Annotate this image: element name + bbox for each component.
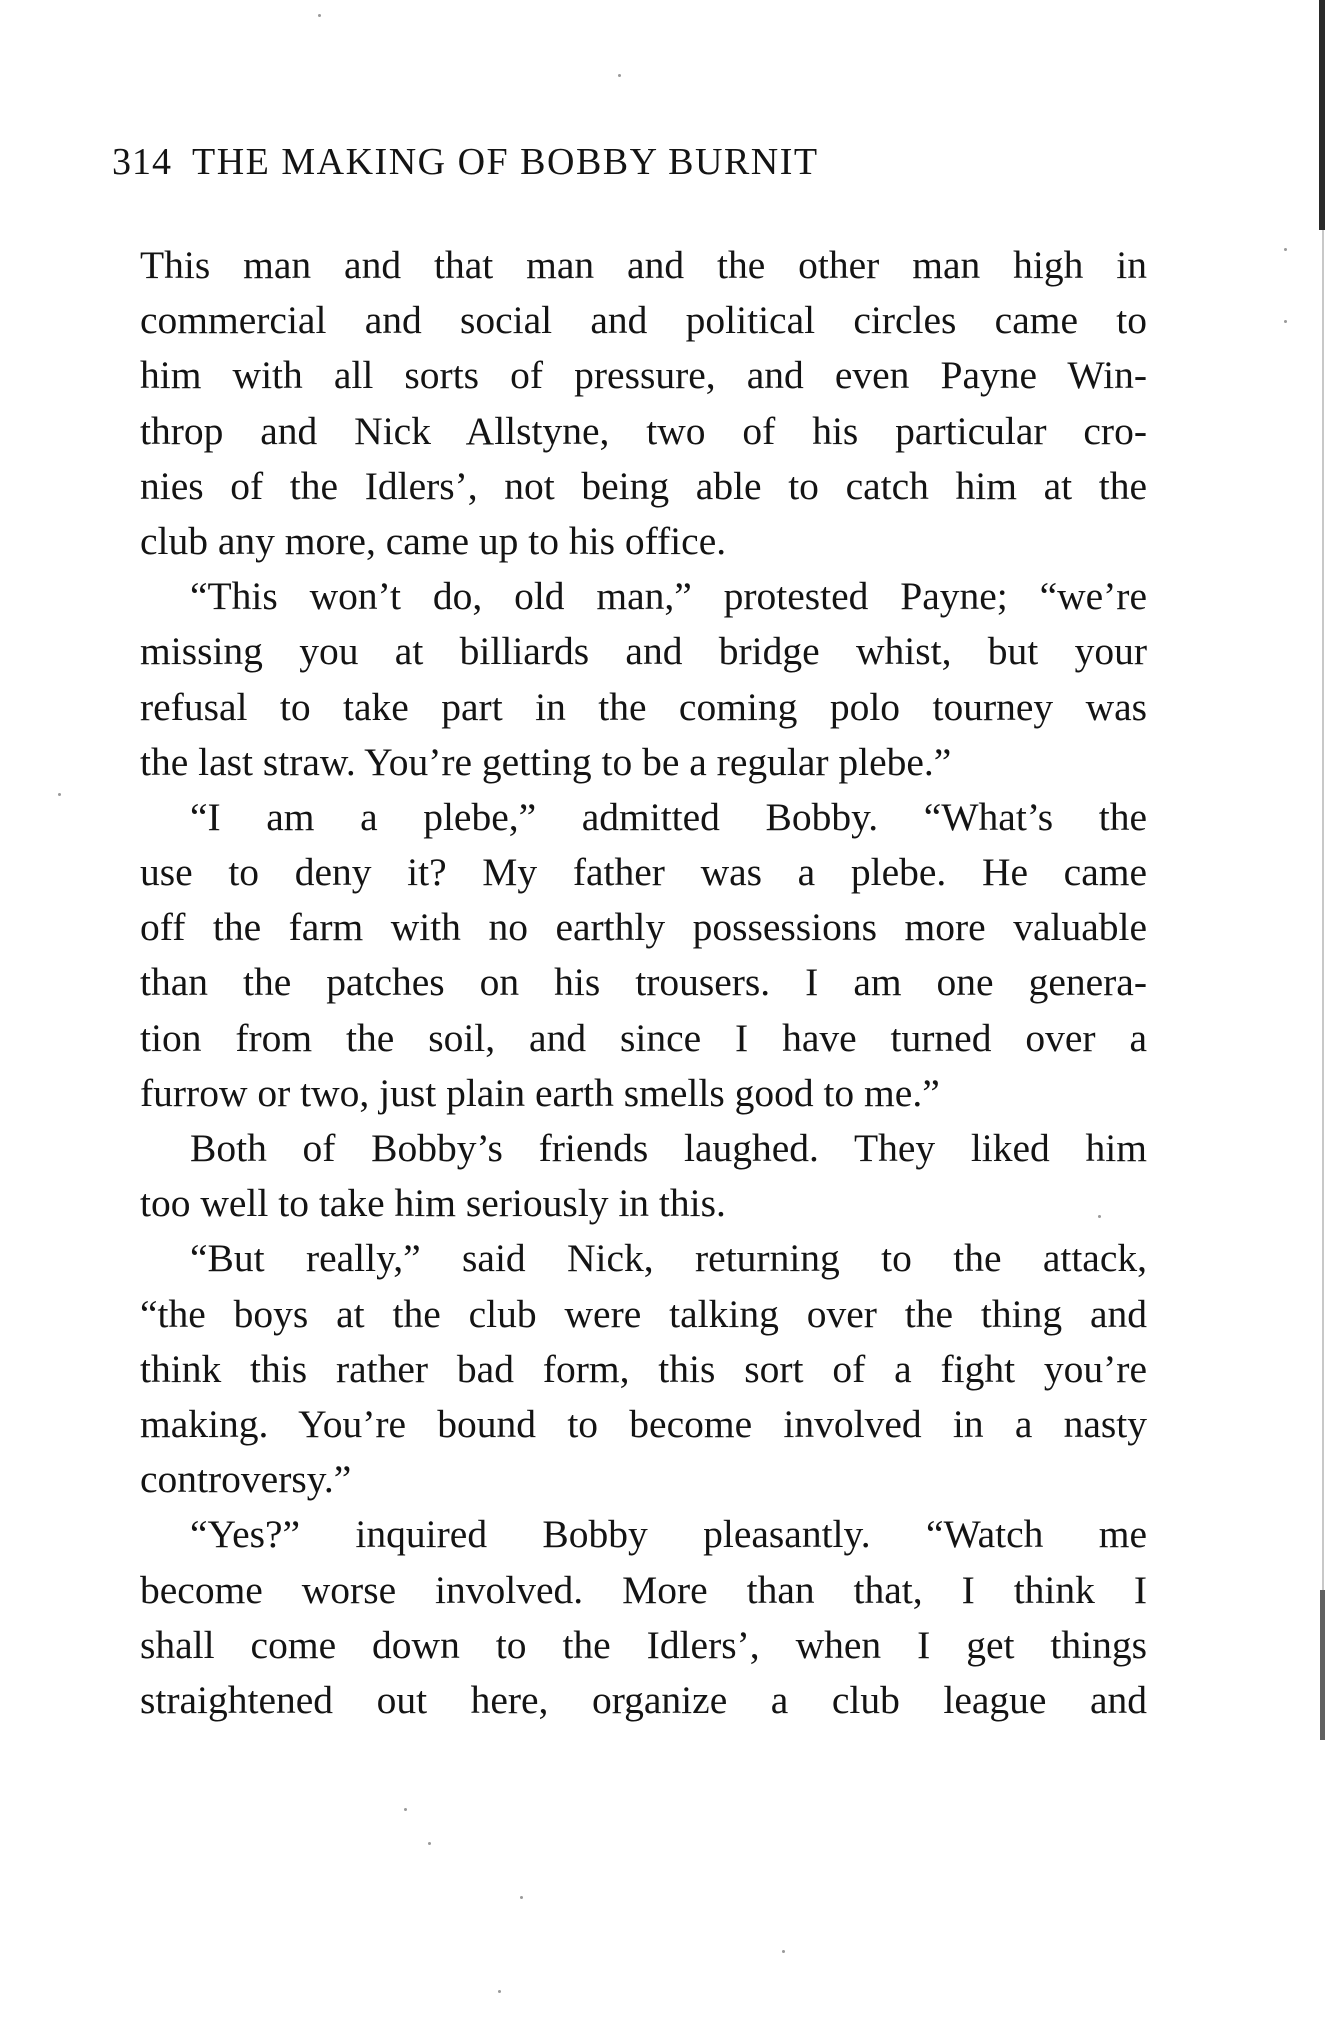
text-line: commercial and social and political circles came to xyxy=(140,298,1147,343)
scan-speck xyxy=(404,1808,407,1811)
scan-speck xyxy=(1284,248,1287,251)
text-line: making. You’re bound to become involved in a nasty xyxy=(140,1401,1147,1446)
text-line: This man and that man and the other man high in xyxy=(140,243,1147,287)
text-line: than the patches on his trousers. I am one genera- xyxy=(140,960,1147,1005)
text-line: club any more, came up to his office. xyxy=(140,518,727,563)
text-line: the last straw. You’re getting to be a regular plebe.” xyxy=(140,739,952,784)
text-line: throp and Nick Allstyne, two of his particular cro- xyxy=(140,408,1147,453)
scan-edge-faint xyxy=(1322,230,1324,1590)
text-line: shall come down to the Idlers’, when I get things xyxy=(140,1622,1147,1667)
scan-edge-dark-top xyxy=(1319,0,1325,230)
text-line: Both of Bobby’s friends laughed. They liked him xyxy=(190,1126,1147,1170)
text-line: furrow or two, just plain earth smells good to me.” xyxy=(140,1070,940,1115)
text-line: become worse involved. More than that, I think I xyxy=(140,1567,1147,1612)
text-line: controversy.” xyxy=(140,1457,352,1502)
scan-speck xyxy=(498,1990,501,1993)
scan-speck xyxy=(428,1842,431,1845)
scan-speck xyxy=(782,1950,785,1953)
body-text xyxy=(140,238,1147,1728)
text-line: “the boys at the club were talking over the thing and xyxy=(140,1291,1147,1336)
scan-speck xyxy=(1098,1215,1101,1218)
scan-speck xyxy=(520,1896,523,1899)
text-line: “Yes?” inquired Bobby pleasantly. “Watch me xyxy=(190,1512,1147,1557)
text-line: him with all sorts of pressure, and even Payne Win- xyxy=(140,353,1147,398)
scan-speck xyxy=(318,14,321,17)
text-line: missing you at billiards and bridge whist, but your xyxy=(140,629,1147,674)
text-line: think this rather bad form, this sort of a fight you’re xyxy=(140,1346,1147,1391)
text-line: “I am a plebe,” admitted Bobby. “What’s the xyxy=(190,794,1147,839)
scan-speck xyxy=(1284,320,1287,323)
running-head xyxy=(112,140,1072,200)
text-line: “But really,” said Nick, returning to the attack, xyxy=(190,1236,1147,1281)
text-line: off the farm with no earthly possessions more valuable xyxy=(140,905,1147,950)
scan-edge-dark-bottom xyxy=(1320,1590,1325,1740)
running-title: THE MAKING OF BOBBY BURNIT xyxy=(192,141,819,183)
text-line: use to deny it? My father was a plebe. He came xyxy=(140,850,1147,895)
scan-speck xyxy=(58,793,61,796)
scan-edge-shadow xyxy=(1313,0,1327,2026)
scan-speck xyxy=(618,74,621,77)
text-line: too well to take him seriously in this. xyxy=(140,1181,726,1226)
text-line: “This won’t do, old man,” protested Payne; “we’re xyxy=(190,574,1147,619)
text-line: refusal to take part in the coming polo tourney was xyxy=(140,684,1147,729)
text-line: nies of the Idlers’, not being able to catch him at the xyxy=(140,463,1147,508)
page-number: 314 xyxy=(112,141,172,183)
text-line: tion from the soil, and since I have turned over a xyxy=(140,1015,1147,1060)
text-line: straightened out here, organize a club league and xyxy=(140,1677,1147,1722)
